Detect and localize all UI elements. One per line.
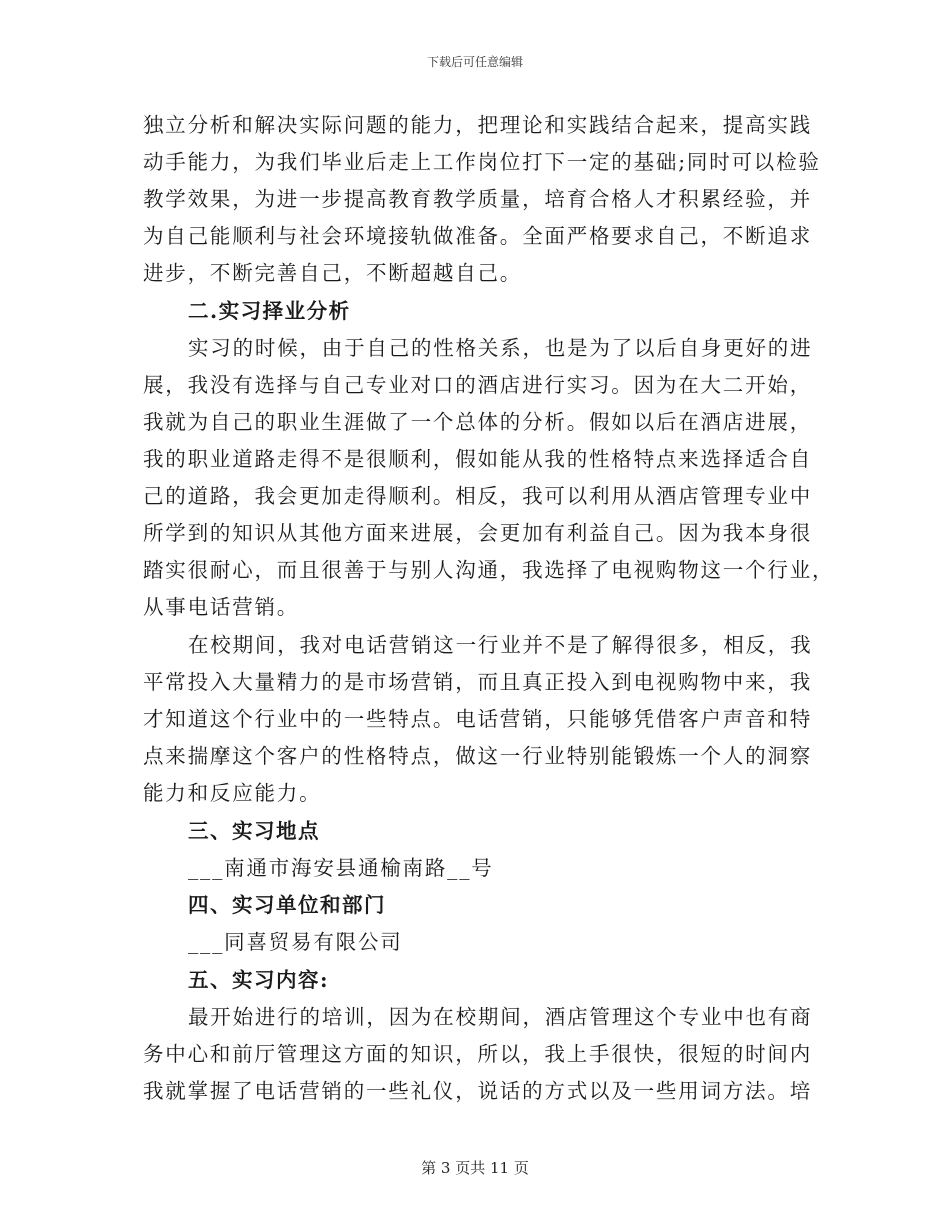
body-line: 我的职业道路走得不是很顺利，假如能从我的性格特点来选择适合自 — [143, 447, 812, 471]
body-line: 我就掌握了电话营销的一些礼仪，说话的方式以及一些用词方法。培 — [143, 1079, 812, 1103]
body-line: 能力和反应能力。 — [143, 781, 322, 805]
body-line: 才知道这个行业中的一些特点。电话营销，只能够凭借客户声音和特 — [143, 707, 812, 731]
body-line: 动手能力，为我们毕业后走上工作岗位打下一定的基础;同时可以检验 — [143, 150, 821, 174]
section-heading: 五、实习内容: — [188, 968, 330, 992]
section-heading: 四、实习单位和部门 — [188, 893, 386, 917]
body-line: 平常投入大量精力的是市场营销，而且真正投入到电视购物中来，我 — [143, 670, 812, 694]
body-line: 点来揣摩这个客户的性格特点，做这一行业特别能锻炼一个人的洞察 — [143, 744, 812, 768]
body-line: 独立分析和解决实际问题的能力，把理论和实践结合起来，提高实践 — [143, 113, 812, 137]
section-heading: 二.实习择业分析 — [188, 299, 351, 323]
body-line: 实习的时候，由于自己的性格关系，也是为了以后自身更好的进 — [188, 336, 813, 360]
address-line: ___南通市海安县通榆南路__号 — [188, 856, 494, 880]
body-line: 己的道路，我会更加走得顺利。相反，我可以利用从酒店管理专业中 — [143, 484, 812, 508]
company-line: ___同喜贸易有限公司 — [188, 930, 403, 954]
section-heading: 三、实习地点 — [188, 819, 320, 843]
body-line: 为自己能顺利与社会环境接轨做准备。全面严格要求自己，不断追求 — [143, 224, 812, 248]
body-line: 踏实很耐心，而且很善于与别人沟通，我选择了电视购物这一个行业， — [143, 558, 835, 582]
body-line: 最开始进行的培训，因为在校期间，酒店管理这个专业中也有商 — [188, 1005, 813, 1029]
body-line: 务中心和前厅管理这方面的知识，所以，我上手很快，很短的时间内 — [143, 1042, 812, 1066]
body-line: 我就为自己的职业生涯做了一个总体的分析。假如以后在酒店进展， — [143, 410, 812, 434]
body-line: 在校期间，我对电话营销这一行业并不是了解得很多，相反，我 — [188, 633, 813, 657]
page-header: 下载后可任意编辑 — [426, 55, 523, 69]
body-line: 展，我没有选择与自己专业对口的酒店进行实习。因为在大二开始， — [143, 373, 812, 397]
body-line: 进步，不断完善自己，不断超越自己。 — [143, 261, 523, 285]
body-line: 教学效果，为进一步提高教育教学质量，培育合格人才积累经验，并 — [143, 187, 812, 211]
body-line: 所学到的知识从其他方面来进展，会更加有利益自己。因为我本身很 — [143, 521, 812, 545]
page-footer: 第 3 页共 11 页 — [421, 1159, 529, 1177]
body-line: 从事电话营销。 — [143, 595, 300, 619]
